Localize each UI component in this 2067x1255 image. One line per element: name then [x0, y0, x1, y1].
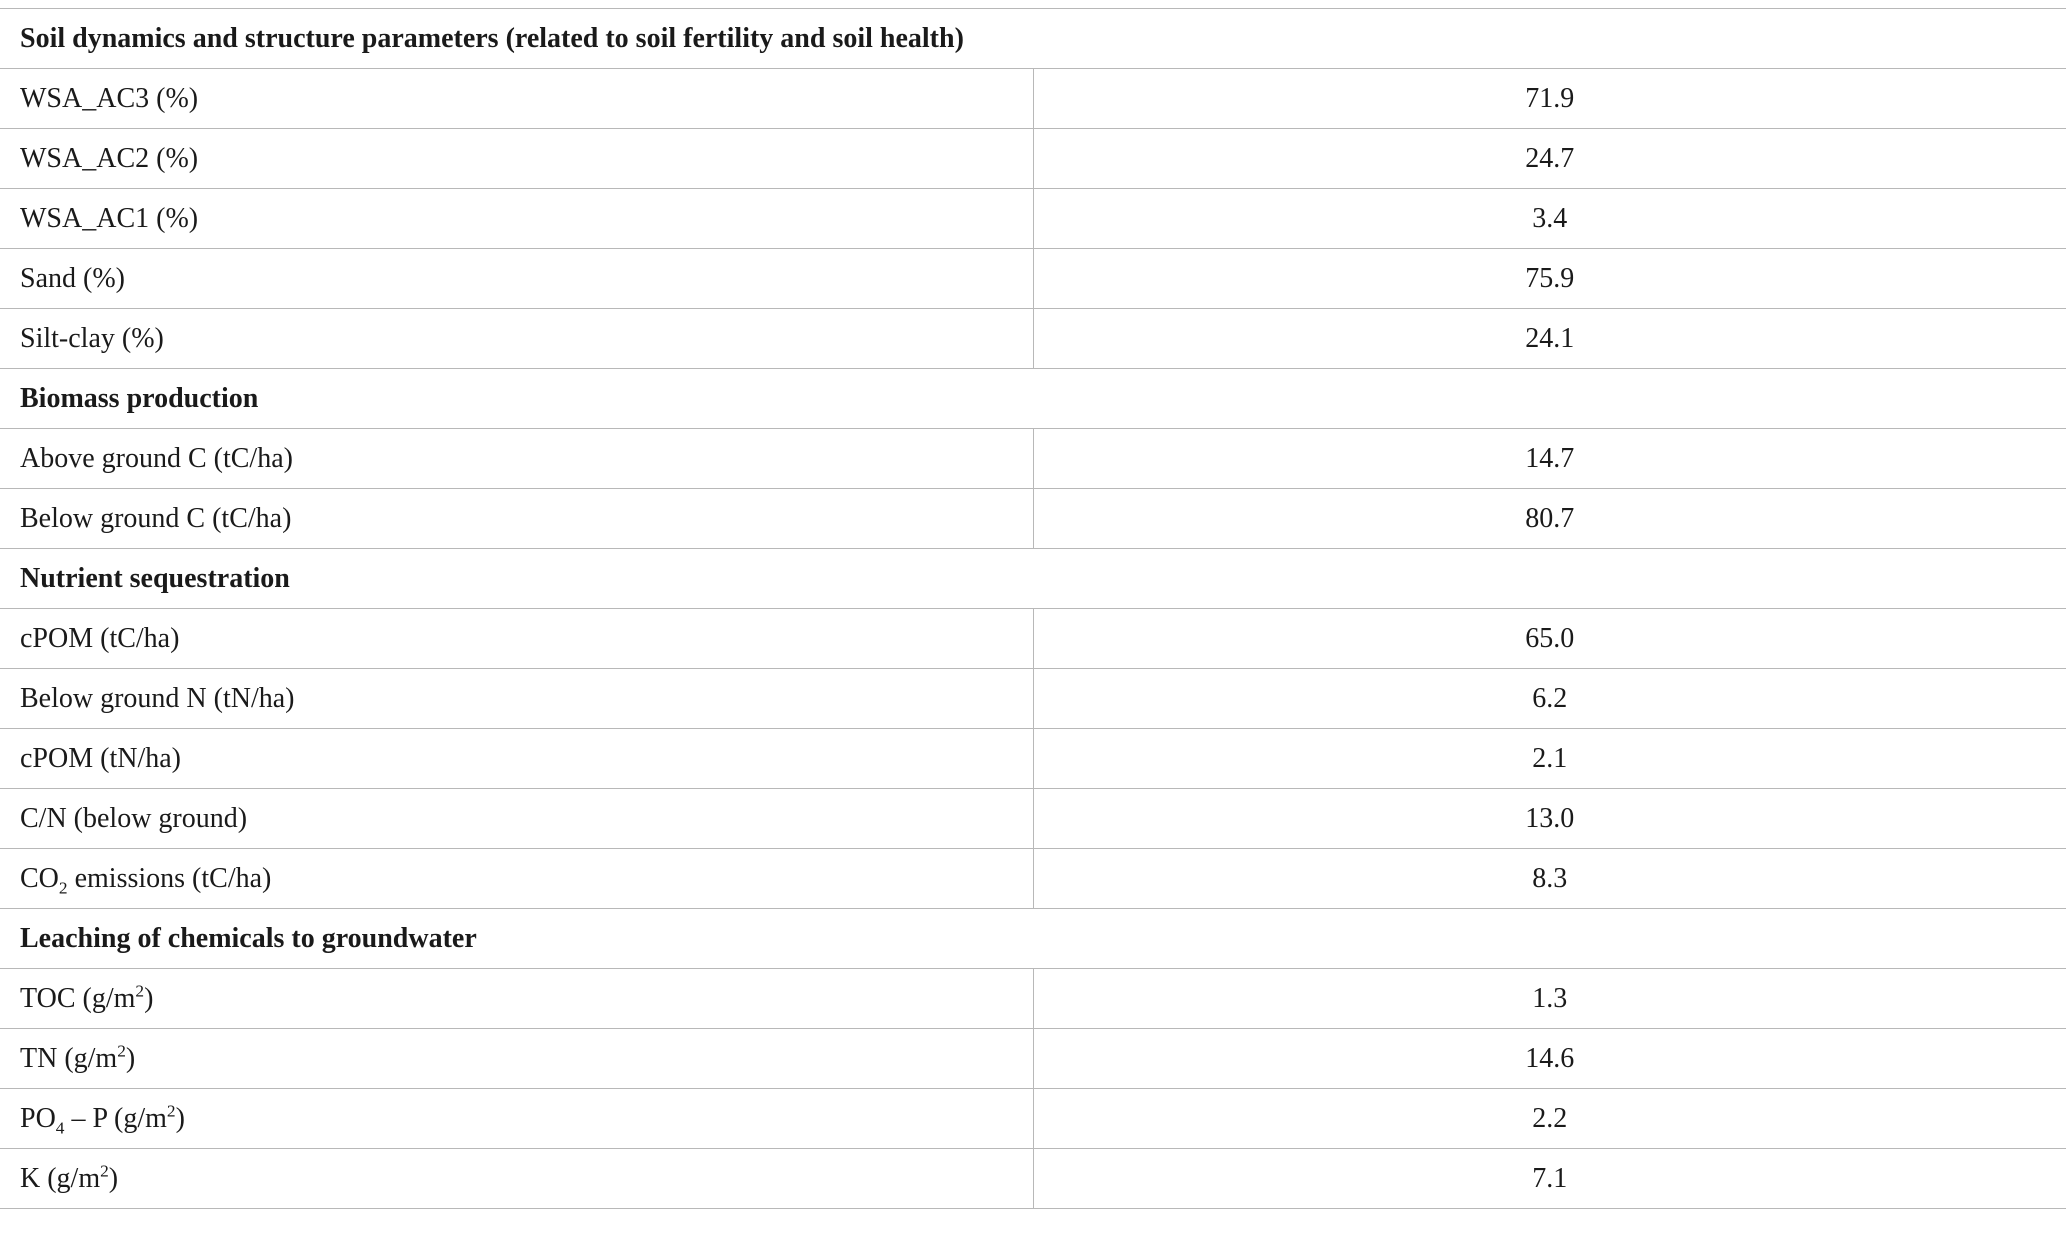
label-superscript: 2	[135, 981, 145, 1001]
label-superscript: 2	[100, 1161, 109, 1181]
table-row	[0, 669, 2066, 729]
table-row	[0, 69, 2066, 129]
label-subscript: 4	[55, 1118, 65, 1138]
row-value: 24.7	[1033, 129, 2066, 189]
table-row	[0, 309, 2066, 369]
row-label: Below ground N (tN/ha)	[0, 669, 1033, 729]
row-label: Silt-clay (%)	[0, 309, 1033, 369]
row-label	[0, 849, 1033, 909]
row-value: 8.3	[1033, 849, 2066, 909]
section-header-row	[0, 369, 2066, 429]
section-header-row	[0, 549, 2066, 609]
table-row	[0, 129, 2066, 189]
label-text: )	[175, 1102, 185, 1134]
table-row	[0, 1029, 2066, 1089]
row-value: 14.7	[1033, 429, 2066, 489]
row-value: 75.9	[1033, 249, 2066, 309]
row-value: 24.1	[1033, 309, 2066, 369]
row-label: Above ground C (tC/ha)	[0, 429, 1033, 489]
table-row	[0, 429, 2066, 489]
section-title: Soil dynamics and structure parameters (related to soil fertility and soil health)	[0, 9, 2066, 69]
section-title: Biomass production	[0, 369, 2066, 429]
table-row	[0, 729, 2066, 789]
table-row	[0, 609, 2066, 669]
table-row	[0, 969, 2066, 1029]
label-text: emissions (tC/ha)	[67, 862, 272, 894]
table-row	[0, 1149, 2066, 1209]
row-label: WSA_AC2 (%)	[0, 129, 1033, 189]
row-value: 3.4	[1033, 189, 2066, 249]
row-value: 2.1	[1033, 729, 2066, 789]
row-label: cPOM (tC/ha)	[0, 609, 1033, 669]
row-value: 2.2	[1033, 1089, 2066, 1149]
row-label: C/N (below ground)	[0, 789, 1033, 849]
section-title: Nutrient sequestration	[0, 549, 2066, 609]
row-value: 71.9	[1033, 69, 2066, 129]
table-row	[0, 189, 2066, 249]
row-value: 13.0	[1033, 789, 2066, 849]
label-text: TN (g/m	[20, 1042, 118, 1074]
label-text: )	[144, 982, 154, 1014]
row-label: WSA_AC1 (%)	[0, 189, 1033, 249]
row-label	[0, 1149, 1033, 1209]
section-header-row	[0, 909, 2066, 969]
row-value: 65.0	[1033, 609, 2066, 669]
row-label: cPOM (tN/ha)	[0, 729, 1033, 789]
section-title: Leaching of chemicals to groundwater	[0, 909, 2066, 969]
table-body	[0, 9, 2066, 1209]
row-label: Below ground C (tC/ha)	[0, 489, 1033, 549]
row-value: 6.2	[1033, 669, 2066, 729]
label-text: )	[125, 1042, 136, 1074]
label-text: CO	[20, 862, 59, 894]
table-row	[0, 1089, 2066, 1149]
data-table	[0, 8, 2066, 1209]
label-subscript: 2	[58, 878, 68, 898]
label-superscript: 2	[117, 1041, 126, 1061]
row-label	[0, 1089, 1033, 1149]
row-value: 80.7	[1033, 489, 2066, 549]
label-text: PO	[20, 1102, 56, 1134]
row-label: Sand (%)	[0, 249, 1033, 309]
label-text: TOC (g/m	[20, 982, 136, 1014]
row-label: WSA_AC3 (%)	[0, 69, 1033, 129]
row-value: 7.1	[1033, 1149, 2066, 1209]
label-text: – P (g/m	[64, 1102, 167, 1134]
section-header-row	[0, 9, 2066, 69]
row-value: 14.6	[1033, 1029, 2066, 1089]
table-row	[0, 849, 2066, 909]
label-text: )	[108, 1162, 119, 1194]
label-superscript: 2	[166, 1101, 176, 1121]
table-row	[0, 489, 2066, 549]
row-value: 1.3	[1033, 969, 2066, 1029]
table-row	[0, 789, 2066, 849]
label-text: K (g/m	[20, 1162, 101, 1194]
table-row	[0, 249, 2066, 309]
row-label	[0, 969, 1033, 1029]
row-label	[0, 1029, 1033, 1089]
